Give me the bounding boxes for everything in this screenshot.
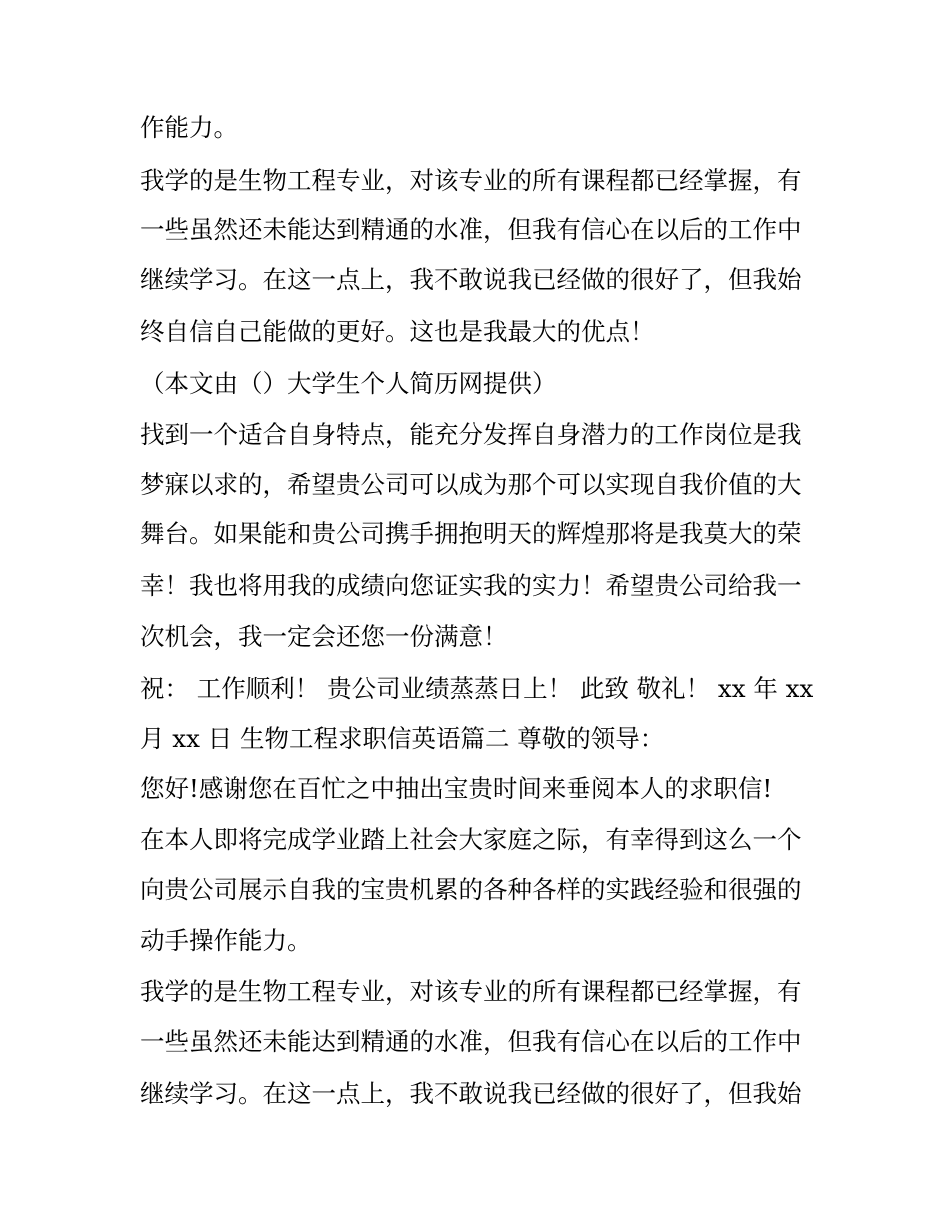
text-line: 月 xx 日 生物工程求职信英语篇二 尊敬的领导： bbox=[140, 724, 665, 753]
text-line: 我学的是生物工程专业，对该专业的所有课程都已经掌握，有 bbox=[140, 166, 802, 195]
text-line: 您好!感谢您在百忙之中抽出宝贵时间来垂阅本人的求职信! bbox=[140, 774, 773, 803]
text-line: 幸！我也将用我的成绩向您证实我的实力！希望贵公司给我一 bbox=[140, 571, 802, 600]
text-line: 作能力。 bbox=[140, 113, 238, 142]
text-line: 终自信自己能做的更好。这也是我最大的优点！ bbox=[140, 317, 655, 346]
text-line: 祝： 工作顺利！ 贵公司业绩蒸蒸日上！ 此致 敬礼！ xx 年 xx bbox=[140, 674, 814, 703]
text-line: 继续学习。在这一点上，我不敢说我已经做的很好了，但我始 bbox=[140, 265, 802, 294]
text-line: 找到一个适合自身特点，能充分发挥自身潜力的工作岗位是我 bbox=[140, 420, 802, 449]
text-line: （本文由（）大学生个人简历网提供） bbox=[140, 369, 557, 398]
text-line: 继续学习。在这一点上，我不敢说我已经做的很好了，但我始 bbox=[140, 1079, 802, 1108]
text-line: 动手操作能力。 bbox=[140, 926, 312, 955]
text-line: 舞台。如果能和贵公司携手拥抱明天的辉煌那将是我莫大的荣 bbox=[140, 519, 802, 548]
text-line: 一些虽然还未能达到精通的水准，但我有信心在以后的工作中 bbox=[140, 215, 802, 244]
text-line: 梦寐以求的，希望贵公司可以成为那个可以实现自我价值的大 bbox=[140, 470, 802, 499]
text-line: 向贵公司展示自我的宝贵机累的各种各样的实践经验和很强的 bbox=[140, 875, 802, 904]
text-line: 我学的是生物工程专业，对该专业的所有课程都已经掌握，有 bbox=[140, 977, 802, 1006]
text-line: 一些虽然还未能达到精通的水准，但我有信心在以后的工作中 bbox=[140, 1027, 802, 1056]
text-line: 在本人即将完成学业踏上社会大家庭之际，有幸得到这么一个 bbox=[140, 825, 802, 854]
text-line: 次机会，我一定会还您一份满意！ bbox=[140, 622, 508, 651]
